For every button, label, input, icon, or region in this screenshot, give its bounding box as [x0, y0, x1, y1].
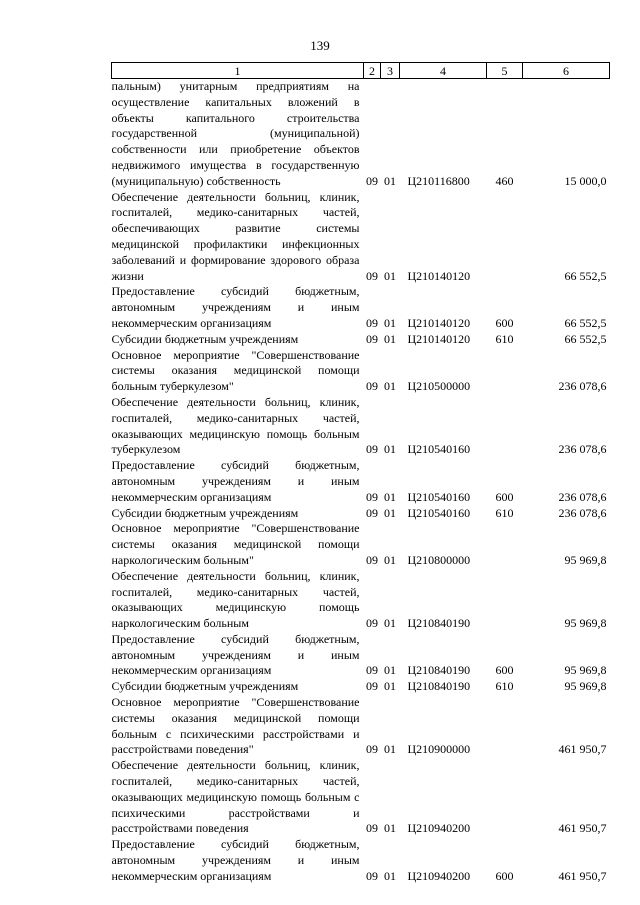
table-row — [112, 190, 610, 285]
row-target-article: Ц210840190 — [407, 663, 471, 678]
row-name: Предоставление субсидий бюджетным, автономным учреждениям и иным некоммерческим организациям — [111, 631, 360, 678]
header-row — [112, 63, 610, 79]
table-row — [112, 632, 610, 679]
row-subsection: 01 — [384, 552, 396, 567]
row-target-article: Ц210800000 — [407, 552, 471, 567]
table-header — [112, 63, 610, 79]
row-amount: 461 950,7 — [558, 742, 607, 757]
row-name: Обеспечение деятельности больниц, клиник, госпиталей, медико-санитарных частей, оказывающих медицинскую помощь больным туберкулезом — [111, 394, 360, 457]
row-amount: 236 078,6 — [558, 442, 607, 457]
table-row — [112, 837, 610, 884]
table-row — [112, 332, 610, 348]
row-name: Основное мероприятие "Совершенствование системы оказания медицинской помощи больным с психическими расстройствами и расстройствами поведения" — [111, 695, 360, 757]
row-section: 09 — [366, 173, 378, 188]
row-target-article: Ц210500000 — [407, 379, 471, 394]
row-subsection: 01 — [384, 663, 396, 678]
row-section: 09 — [366, 489, 378, 504]
table-row — [112, 679, 610, 695]
row-expense-type: 610 — [495, 679, 514, 694]
table-row — [112, 348, 610, 395]
row-subsection: 01 — [384, 268, 396, 283]
row-amount: 95 969,8 — [564, 679, 607, 694]
row-target-article: Ц210840190 — [407, 679, 471, 694]
column-header: 2 — [364, 63, 381, 79]
row-target-article: Ц210140120 — [407, 331, 471, 346]
row-subsection: 01 — [384, 331, 396, 346]
row-target-article: Ц210140120 — [407, 315, 471, 330]
table-row — [112, 79, 610, 190]
row-amount: 236 078,6 — [558, 505, 607, 520]
column-header: 5 — [487, 63, 523, 79]
row-target-article: Ц210540160 — [407, 489, 471, 504]
row-name: Предоставление субсидий бюджетным, автономным учреждениям и иным некоммерческим организациям — [111, 284, 360, 330]
row-name: Обеспечение деятельности больниц, клиник, госпиталей, медико-санитарных частей, оказывающих медицинскую помощь больным с психическими расстройствами и расстройствами поведения — [111, 758, 360, 836]
row-target-article: Ц210116800 — [407, 173, 470, 188]
row-expense-type — [487, 521, 523, 568]
row-amount: 15 000,0 — [564, 173, 607, 188]
row-amount: 461 950,7 — [558, 821, 607, 836]
row-section: 09 — [366, 663, 378, 678]
table-row — [112, 758, 610, 837]
row-amount: 66 552,5 — [564, 331, 607, 346]
row-section: 09 — [366, 868, 378, 883]
row-subsection: 01 — [384, 442, 396, 457]
column-header: 4 — [400, 63, 487, 79]
budget-table — [111, 62, 610, 885]
column-header: 1 — [112, 63, 364, 79]
row-section: 09 — [366, 315, 378, 330]
row-expense-type — [487, 348, 523, 395]
row-expense-type: 600 — [495, 663, 514, 678]
table-row — [112, 284, 610, 331]
row-expense-type — [487, 190, 523, 285]
row-section: 09 — [366, 742, 378, 757]
row-subsection: 01 — [384, 679, 396, 694]
row-expense-type — [487, 395, 523, 458]
row-target-article: Ц210540160 — [407, 442, 471, 457]
row-section: 09 — [366, 552, 378, 567]
table-row — [112, 695, 610, 758]
row-subsection: 01 — [384, 742, 396, 757]
page-number: 139 — [310, 38, 330, 53]
row-section: 09 — [366, 505, 378, 520]
row-expense-type: 460 — [495, 173, 514, 188]
row-subsection: 01 — [384, 868, 396, 883]
row-section: 09 — [366, 268, 378, 283]
row-expense-type — [487, 758, 523, 837]
row-amount: 66 552,5 — [564, 268, 607, 283]
row-section: 09 — [366, 821, 378, 836]
row-amount: 66 552,5 — [564, 315, 607, 330]
row-subsection: 01 — [384, 315, 396, 330]
row-section: 09 — [366, 331, 378, 346]
table-row — [112, 458, 610, 505]
table-row — [112, 506, 610, 522]
row-expense-type: 610 — [495, 505, 514, 520]
row-amount: 95 969,8 — [564, 616, 607, 631]
row-expense-type: 600 — [495, 868, 514, 883]
row-amount: 95 969,8 — [564, 663, 607, 678]
row-name: Обеспечение деятельности больниц, клиник, госпиталей, медико-санитарных частей, обеспечивающих развитие системы медицинской профилактики инфекционных заболеваний и формирование здорового образа жизни — [111, 189, 360, 283]
row-name: Субсидии бюджетным учреждениям — [111, 505, 299, 520]
table-row — [112, 395, 610, 458]
row-expense-type: 600 — [495, 315, 514, 330]
row-target-article: Ц210940200 — [407, 821, 471, 836]
row-name: Обеспечение деятельности больниц, клиник, госпиталей, медико-санитарных частей, оказывающих медицинскую помощь наркологическим больным — [111, 568, 360, 631]
row-name: Основное мероприятие "Совершенствование системы оказания медицинской помощи больным туберкулезом" — [111, 347, 360, 394]
row-section: 09 — [366, 679, 378, 694]
row-target-article: Ц210840190 — [407, 616, 471, 631]
row-name: Субсидии бюджетным учреждениям — [111, 679, 299, 694]
table-body — [112, 79, 610, 885]
row-target-article: Ц210540160 — [407, 505, 471, 520]
row-target-article: Ц210940200 — [407, 868, 471, 883]
row-subsection: 01 — [384, 821, 396, 836]
row-name: Предоставление субсидий бюджетным, автономным учреждениям и иным некоммерческим организациям — [111, 458, 360, 504]
row-name: пальным) унитарным предприятиям на осуществление капитальных вложений в объекты капитального строительства государственной (муниципальной) собственности или приобретение объектов недвижимого имущества в государственную (муниципальную) собственность — [111, 79, 360, 188]
column-header: 6 — [523, 63, 610, 79]
row-expense-type — [487, 695, 523, 758]
row-amount: 461 950,7 — [558, 868, 607, 883]
row-subsection: 01 — [384, 616, 396, 631]
row-target-article: Ц210140120 — [407, 268, 471, 283]
column-header: 3 — [381, 63, 400, 79]
row-subsection: 01 — [384, 379, 396, 394]
row-expense-type: 610 — [495, 331, 514, 346]
row-subsection: 01 — [384, 173, 396, 188]
row-expense-type: 600 — [495, 489, 514, 504]
table-row — [112, 521, 610, 568]
row-section: 09 — [366, 442, 378, 457]
row-subsection: 01 — [384, 489, 396, 504]
row-name: Предоставление субсидий бюджетным, автономным учреждениям и иным некоммерческим организациям — [111, 837, 360, 883]
row-target-article: Ц210900000 — [407, 742, 471, 757]
row-expense-type — [487, 569, 523, 632]
row-name: Основное мероприятие "Совершенствование системы оказания медицинской помощи наркологическим больным" — [111, 521, 360, 567]
row-section: 09 — [366, 379, 378, 394]
table-row — [112, 569, 610, 632]
row-name: Субсидии бюджетным учреждениям — [111, 331, 299, 346]
row-amount: 95 969,8 — [564, 552, 607, 567]
row-amount: 236 078,6 — [558, 489, 607, 504]
row-amount: 236 078,6 — [558, 379, 607, 394]
row-section: 09 — [366, 616, 378, 631]
row-subsection: 01 — [384, 505, 396, 520]
